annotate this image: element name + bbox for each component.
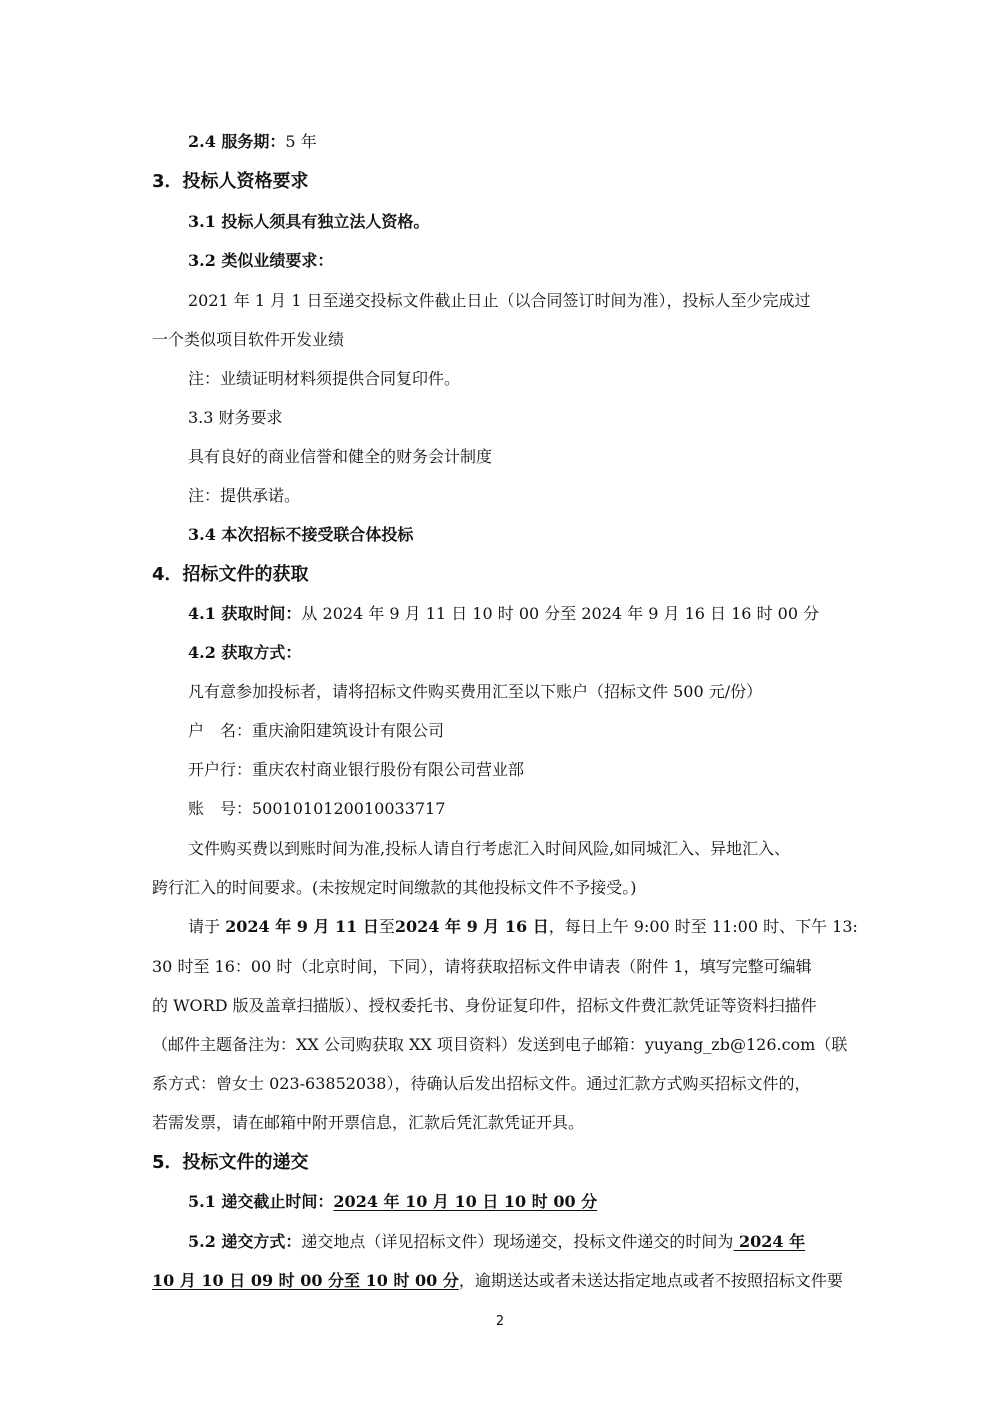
section-3-2-note: 注：业绩证明材料须提供合同复印件。 [188,369,461,388]
request-pre: 请于 [188,917,226,936]
fee-note-line2: 跨行汇入的时间要求。(未按规定时间缴款的其他投标文件不予接受。) [152,878,637,897]
submit-window-date-a: 2024 年 [733,1232,806,1251]
service-period-value: 5 年 [285,132,317,151]
section-3-3-note: 注：提供承诺。 [188,486,301,505]
section-5-2-line1 [0,1231,1000,1253]
service-period-label: 2.4 服务期： [188,132,286,151]
section-5-1 [0,1191,1000,1213]
request-line3: 的 WORD 版及盖章扫描版）、授权委托书、身份证复印件，招标文件费汇款凭证等资料扫描件 [152,996,817,1015]
section-3-2-label [0,250,1000,272]
request-date-start: 2024 年 9 月 11 日 [225,917,379,936]
section-3-1 [0,211,1000,233]
submit-method-text: 递交地点（详见招标文件）现场递交，投标文件递交的时间为 [301,1232,734,1251]
section-3-2-line1: 2021 年 1 月 1 日至递交投标文件截止日止（以合同签订时间为准），投标人至少完成过 [188,291,811,310]
request-line1 [0,916,1000,938]
section-2-4 [0,131,1000,153]
section-5-2-line2 [0,1270,1000,1292]
account-bank: 开户行：重庆农村商业银行股份有限公司营业部 [188,760,525,779]
obtain-time-label: 4.1 获取时间： [188,604,302,623]
section-3-2-label-text: 3.2 类似业绩要求： [188,251,334,270]
request-line6: 若需发票，请在邮箱中附开票信息，汇款后凭汇款凭证开具。 [152,1113,585,1132]
section-4-2-intro: 凡有意参加投标者，请将招标文件购买费用汇至以下账户（招标文件 500 元/份） [188,682,763,701]
section-4-2-label [0,642,1000,664]
obtain-time-value: 从 2024 年 9 月 11 日 10 时 00 分至 2024 年 9 月 16 日 16 时 00 分 [301,604,820,623]
obtain-method-label: 4.2 获取方式： [188,643,302,662]
submit-window-date-b: 10 月 10 日 09 时 00 分至 10 时 00 分 [152,1271,459,1290]
submit-method-rest: ，逾期送达或者未送达指定地点或者不按照招标文件要 [458,1271,843,1290]
section-3-3-label: 3.3 财务要求 [188,408,283,427]
deadline-value: 2024 年 10 月 10 日 10 时 00 分 [333,1192,598,1211]
section-3-4-text: 3.4 本次招标不接受联合体投标 [188,525,414,544]
account-number: 账 号：5001010120010033717 [188,799,446,818]
request-post: ，每日上午 9:00 时至 11:00 时、下午 13: [548,917,858,936]
page-number: 2 [495,1314,505,1329]
section-3-4 [0,524,1000,546]
deadline-label: 5.1 递交截止时间： [188,1192,334,1211]
account-name: 户 名：重庆渝阳建筑设计有限公司 [188,721,445,740]
section-4-1 [0,603,1000,625]
section-3-2-line2: 一个类似项目软件开发业绩 [152,330,345,349]
section-4-heading: 4．招标文件的获取 [152,564,309,585]
submit-method-label: 5.2 递交方式： [188,1232,302,1251]
section-5-heading: 5．投标文件的递交 [152,1152,309,1173]
request-line2: 30 时至 16：00 时（北京时间，下同），请将获取招标文件申请表（附件 1，填写完整可编辑 [152,957,812,976]
request-line5: 系方式：曾女士 023-63852038），待确认后发出招标文件。通过汇款方式购买招标文件的， [152,1074,811,1093]
request-mid: 至 [378,917,395,936]
section-3-1-text: 3.1 投标人须具有独立法人资格。 [188,212,430,231]
request-date-end: 2024 年 9 月 16 日 [394,917,549,936]
section-3-3-text: 具有良好的商业信誉和健全的财务会计制度 [188,447,493,466]
fee-note-line1: 文件购买费以到账时间为准,投标人请自行考虑汇入时间风险,如同城汇入、异地汇入、 [188,839,791,858]
section-3-heading: 3．投标人资格要求 [152,171,309,192]
request-line4: （邮件主题备注为：XX 公司购获取 XX 项目资料）发送到电子邮箱：yuyang_zb@126.com（联 [152,1035,848,1054]
